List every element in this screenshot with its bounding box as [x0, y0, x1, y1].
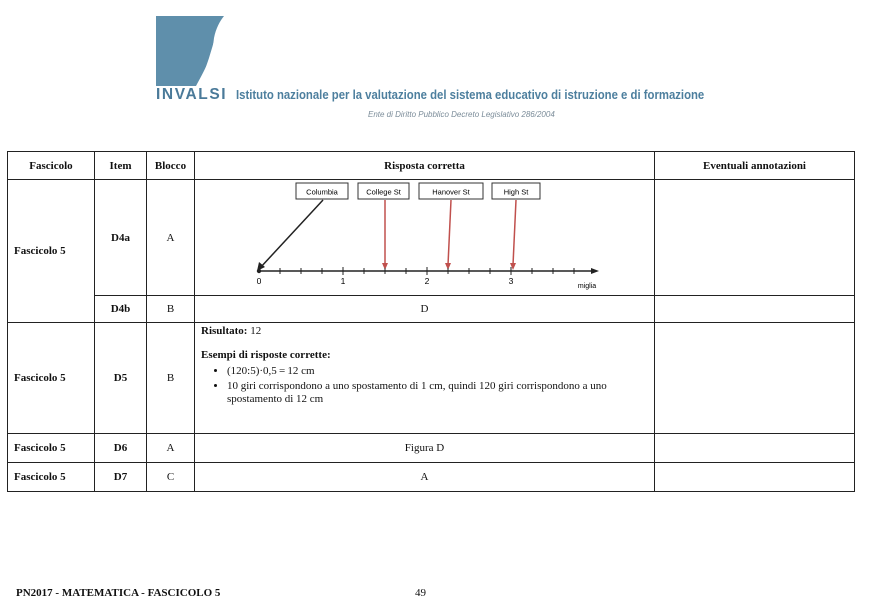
cell-item: D7	[95, 463, 147, 492]
svg-text:College St: College St	[366, 187, 401, 197]
cell-answer-diagram	[195, 180, 655, 296]
header-risposta: Risposta corretta	[195, 152, 655, 180]
table-row	[8, 434, 855, 463]
cell-item: D6	[95, 434, 147, 463]
arrow-hanover-st	[448, 200, 451, 265]
cell-item: D4b	[95, 296, 147, 323]
arrow-columbia	[260, 200, 323, 268]
label-college-st	[358, 183, 409, 199]
origin-dot	[257, 269, 261, 273]
cell-fascicolo: Fascicolo 5	[8, 180, 95, 323]
cell-blocco: B	[147, 323, 195, 434]
footer-title: PN2017 - MATEMATICA - FASCICOLO 5	[16, 587, 221, 599]
tick-label-3: 3	[508, 276, 514, 286]
header-fascicolo: Fascicolo	[8, 152, 95, 180]
number-line-diagram	[195, 180, 653, 292]
brand-name: INVALSI	[156, 86, 228, 103]
result-label: Risultato:	[201, 325, 248, 337]
cell-answer-d5	[195, 323, 655, 434]
cell-item: D4a	[95, 180, 147, 296]
cell-annotation	[655, 434, 855, 463]
tick-label-2: 2	[424, 276, 430, 286]
table-row	[8, 323, 855, 434]
cell-annotation	[655, 323, 855, 434]
ente-subtitle: Ente di Diritto Pubblico Decreto Legislativo 286/2004	[368, 110, 555, 119]
logo-shape	[156, 16, 224, 86]
answers-table	[7, 151, 855, 492]
axis-unit-label: miglia	[577, 283, 597, 290]
result-line	[201, 325, 648, 337]
svg-text:High St: High St	[503, 187, 529, 197]
cell-item: D5	[95, 323, 147, 434]
svg-text:Hanover St: Hanover St	[432, 187, 470, 197]
table-row	[8, 296, 855, 323]
table-row	[8, 180, 855, 296]
cell-annotation	[655, 463, 855, 492]
cell-blocco: B	[147, 296, 195, 323]
number-line-arrowhead	[591, 268, 599, 274]
examples-label: Esempi di risposte corrette:	[201, 349, 331, 361]
label-hanover-st	[419, 183, 483, 199]
cell-annotation	[655, 180, 855, 296]
label-columbia	[296, 183, 348, 199]
cell-answer: Figura D	[195, 434, 655, 463]
table-row	[8, 463, 855, 492]
cell-blocco: C	[147, 463, 195, 492]
cell-fascicolo: Fascicolo 5	[8, 434, 95, 463]
table-header-row	[8, 152, 855, 180]
header-item: Item	[95, 152, 147, 180]
institute-name: Istituto nazionale per la valutazione del sistema educativo di istruzione e di formazione	[236, 87, 705, 102]
header-annotazioni: Eventuali annotazioni	[655, 152, 855, 180]
list-item: • 10 giri corrispondono a uno spostamento di 1 cm, quindi 120 giri corrispondono a uno spostamento di 12 cm	[227, 380, 648, 406]
arrow-high-st	[513, 200, 516, 265]
cell-blocco: A	[147, 180, 195, 296]
cell-annotation	[655, 296, 855, 323]
cell-answer: D	[195, 296, 655, 323]
examples-list	[201, 365, 648, 406]
list-item: • (120:5)·0,5 = 12 cm	[227, 365, 648, 378]
page-number: 49	[415, 587, 426, 599]
svg-text:Columbia: Columbia	[306, 187, 338, 197]
invalsi-logo	[156, 16, 224, 86]
cell-fascicolo: Fascicolo 5	[8, 463, 95, 492]
tick-label-1: 1	[340, 276, 346, 286]
cell-fascicolo: Fascicolo 5	[8, 323, 95, 434]
tick-label-0: 0	[256, 276, 262, 286]
header-blocco: Blocco	[147, 152, 195, 180]
result-value: 12	[250, 325, 262, 337]
cell-blocco: A	[147, 434, 195, 463]
cell-answer: A	[195, 463, 655, 492]
label-high-st	[492, 183, 540, 199]
